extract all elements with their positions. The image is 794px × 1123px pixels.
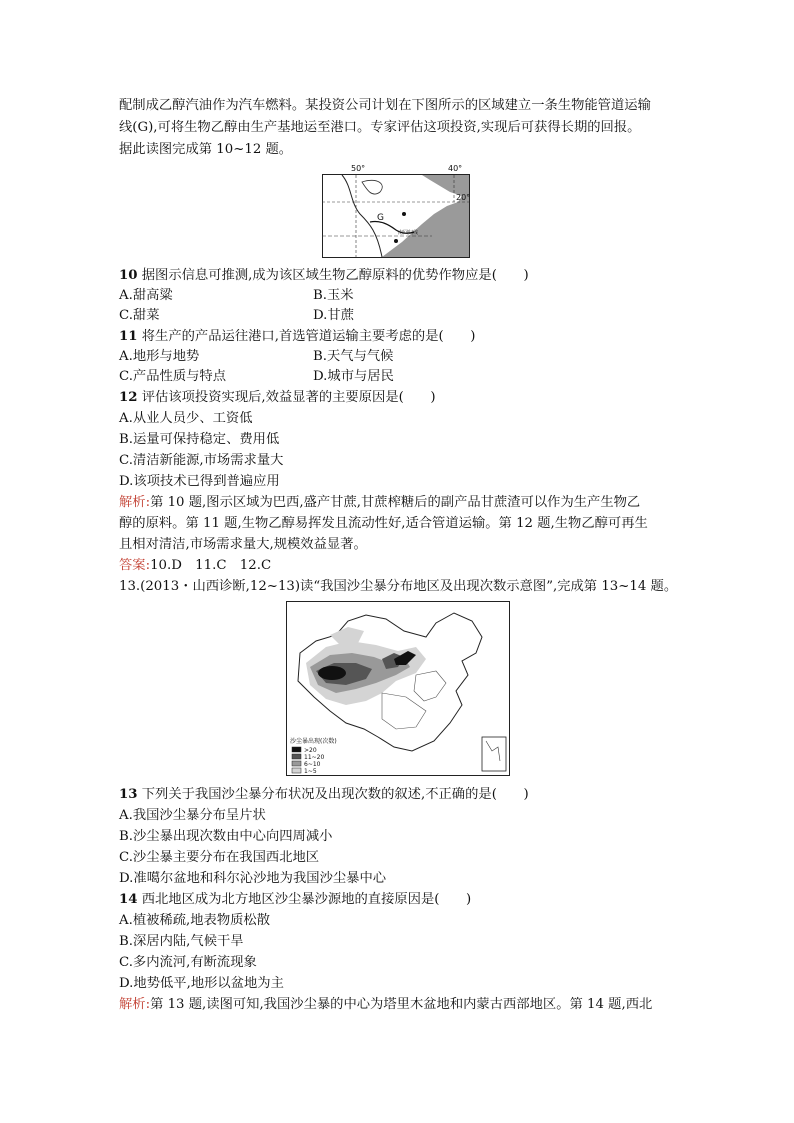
answer1-text: 10.D 11.C 12.C — [150, 558, 272, 573]
q11-text: 将生产的产品运往港口,首选管道运输主要考虑的是( ) — [141, 329, 476, 344]
q12-option-d: D.该项技术已得到普遍应用 — [119, 474, 280, 489]
legend-label: 11~20 — [304, 754, 325, 761]
legend-title: 沙尘暴出现(次数) — [290, 738, 337, 745]
q10-option-a: A.甜高粱 — [119, 288, 173, 303]
q14-option-d: D.地势低平,地形以盆地为主 — [119, 976, 284, 991]
q10-text: 据图示信息可推测,成为该区域生物乙醇原料的优势作物应是( ) — [141, 268, 529, 283]
legend-swatch — [292, 768, 301, 773]
lon-right-label: 40° — [448, 164, 463, 173]
q10-stem — [119, 266, 529, 286]
q10-option-d: D.甘蔗 — [313, 308, 355, 323]
legend-swatch — [292, 754, 301, 759]
q12-option-c: C.清洁新能源,市场需求量大 — [119, 453, 284, 468]
q14-option-b: B.深居内陆,气候干旱 — [119, 934, 244, 949]
q11-option-c: C.产品性质与特点 — [119, 369, 227, 384]
q12-text: 评估该项投资实现后,效益显著的主要原因是( ) — [141, 390, 436, 405]
answer1-label: 答案: — [119, 558, 151, 573]
tropic-label: 南回归线 — [398, 230, 419, 236]
intro-line-3: 据此读图完成第 10~12 题。 — [119, 142, 293, 157]
legend-label: >20 — [304, 747, 317, 754]
base-marker — [402, 212, 406, 216]
q11-option-a: A.地形与地势 — [119, 349, 200, 364]
china-map-svg — [286, 601, 510, 776]
analysis1-line-1 — [119, 493, 640, 513]
analysis2-label: 解析: — [119, 997, 151, 1012]
q12-number: 12 — [119, 390, 138, 405]
q11-stem — [119, 327, 475, 347]
q14-stem — [119, 890, 471, 910]
q13-text: 下列关于我国沙尘暴分布状况及出现次数的叙述,不正确的是( ) — [141, 787, 529, 802]
answer1-line — [119, 556, 271, 576]
intro-line-1: 配制成乙醇汽油作为汽车燃料。某投资公司计划在下图所示的区域建立一条生物能管道运输 — [119, 98, 651, 113]
analysis2-text-1: 第 13 题,读图可知,我国沙尘暴的中心为塔里木盆地和内蒙古西部地区。第 14 题,西北 — [150, 997, 653, 1012]
q12-stem — [119, 388, 436, 408]
q10-number: 10 — [119, 268, 138, 283]
q10-option-c: C.甜菜 — [119, 308, 160, 323]
legend-label: 1~5 — [304, 768, 317, 775]
lon-left-label: 50° — [351, 164, 366, 173]
q11-option-b: B.天气与气候 — [313, 349, 394, 364]
q13-number: 13 — [119, 787, 138, 802]
q14-text: 西北地区成为北方地区沙尘暴沙源地的直接原因是( ) — [141, 892, 472, 907]
q12-option-b: B.运量可保持稳定、费用低 — [119, 432, 280, 447]
q13-option-c: C.沙尘暴主要分布在我国西北地区 — [119, 850, 320, 865]
legend-swatch — [292, 761, 301, 766]
south-china-sea-inset — [482, 737, 506, 771]
intro-line-2: 线(G),可将生物乙醇由生产基地运至港口。专家评估这项投资,实现后可获得长期的回报。 — [119, 120, 641, 135]
zone-over-20-tarim — [318, 666, 346, 680]
lat-label: 20° — [456, 193, 470, 202]
q14-option-a: A.植被稀疏,地表物质松散 — [119, 913, 271, 928]
port-marker — [394, 239, 398, 243]
q13-intro: 13.(2013・山西诊断,12~13)读“我国沙尘暴分布地区及出现次数示意图”,完成第 13~14 题。 — [119, 579, 678, 594]
pipeline-label: G — [377, 213, 384, 223]
q11-option-d: D.城市与居民 — [313, 369, 394, 384]
q11-number: 11 — [119, 329, 138, 344]
legend-swatch — [292, 747, 301, 752]
analysis1-text-1: 第 10 题,图示区域为巴西,盛产甘蔗,甘蔗榨糖后的副产品甘蔗渣可以作为生产生物乙 — [150, 495, 641, 510]
q13-stem — [119, 785, 529, 805]
analysis1-line-2: 醇的原料。第 11 题,生物乙醇易挥发且流动性好,适合管道运输。第 12 题,生物乙醇可再生 — [119, 516, 648, 531]
analysis1-line-3: 且相对清洁,市场需求量大,规模效益显著。 — [119, 537, 367, 552]
analysis2-line-1 — [119, 995, 652, 1015]
q14-number: 14 — [119, 892, 138, 907]
china-sandstorm-map — [286, 601, 510, 776]
q14-option-c: C.多内流河,有断流现象 — [119, 955, 257, 970]
q13-option-b: B.沙尘暴出现次数由中心向四周减小 — [119, 829, 333, 844]
q10-option-b: B.玉米 — [313, 288, 354, 303]
analysis1-label: 解析: — [119, 495, 151, 510]
brazil-map — [322, 162, 470, 258]
legend-label: 6~10 — [304, 761, 321, 768]
brazil-map-svg — [322, 162, 470, 258]
q13-option-d: D.准噶尔盆地和科尔沁沙地为我国沙尘暴中心 — [119, 871, 387, 886]
q12-option-a: A.从业人员少、工资低 — [119, 411, 253, 426]
q13-option-a: A.我国沙尘暴分布呈片状 — [119, 808, 266, 823]
